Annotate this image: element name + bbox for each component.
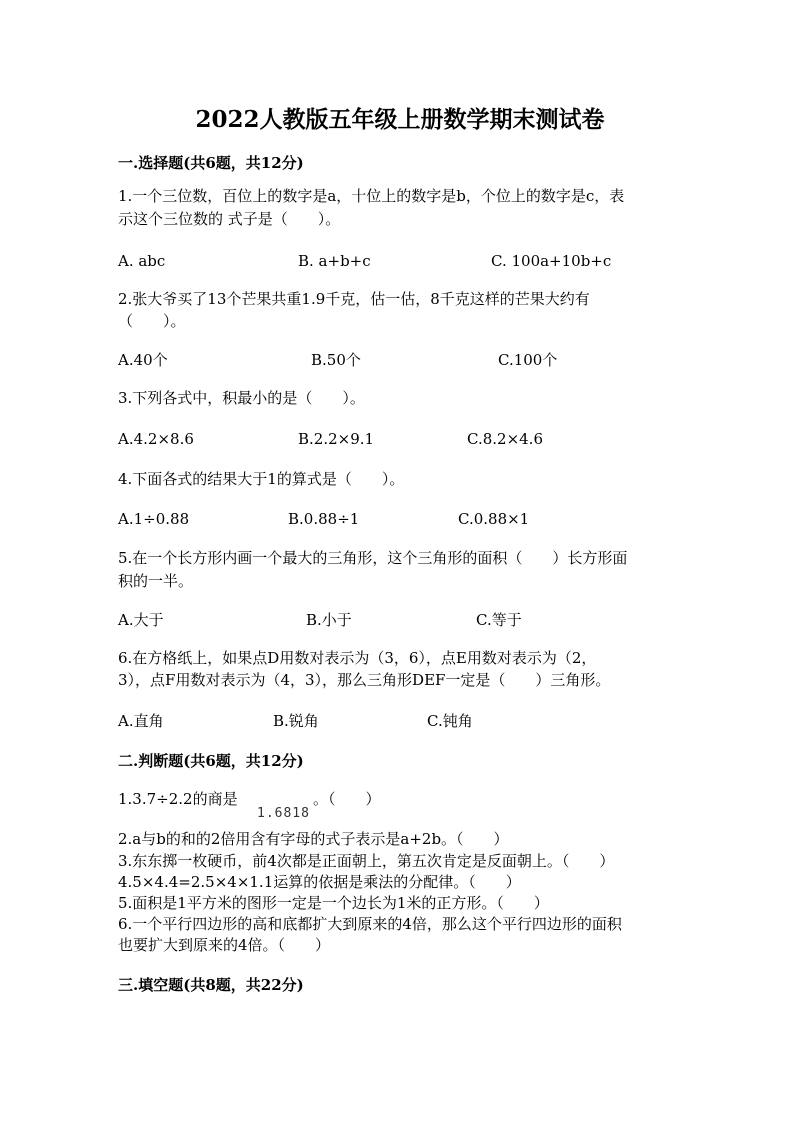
question-2-line-2: （ ）。 bbox=[118, 312, 186, 330]
question-5-line-2: 积的一半。 bbox=[118, 572, 194, 590]
question-2-line-1: 2.张大爷买了13个芒果共重1.9千克，估一估，8千克这样的芒果大约有 bbox=[118, 290, 590, 308]
question-2-option-c: C.100个 bbox=[498, 351, 558, 369]
tf-question-3: 3.东东掷一枚硬币，前4次都是正面朝上，第五次肯定是反面朝上。（ ） bbox=[118, 852, 615, 870]
tf-question-6-line-2: 也要扩大到原来的4倍。（ ） bbox=[118, 936, 331, 954]
tf-question-6-line-1: 6.一个平行四边形的高和底都扩大到原来的4倍，那么这个平行四边形的面积 bbox=[118, 915, 622, 933]
question-1-line-2: 示这个三位数的 式子是（ ）。 bbox=[118, 210, 341, 228]
question-6-option-b: B.锐角 bbox=[273, 712, 319, 730]
question-6-option-c: C.钝角 bbox=[427, 712, 473, 730]
question-1-option-b: B. a+b+c bbox=[298, 252, 371, 270]
question-1-option-c: C. 100a+10b+c bbox=[491, 252, 612, 270]
question-1-option-a: A. abc bbox=[118, 252, 166, 270]
question-5-option-a: A.大于 bbox=[118, 611, 164, 629]
page-title: 2022人教版五年级上册数学期末测试卷 bbox=[195, 106, 605, 133]
question-5-line-1: 5.在一个长方形内画一个最大的三角形，这个三角形的面积（ ）长方形面 bbox=[118, 549, 628, 567]
question-6-option-a: A.直角 bbox=[118, 712, 164, 730]
section-heading-choice: 一.选择题(共6题，共12分) bbox=[118, 154, 304, 172]
question-5-option-c: C.等于 bbox=[476, 611, 522, 629]
section-heading-fill-in: 三.填空题(共8题，共22分) bbox=[118, 976, 304, 994]
question-3-option-b: B.2.2×9.1 bbox=[298, 430, 375, 448]
tf-question-1-start: 1.3.7÷2.2的商是 bbox=[118, 790, 238, 808]
question-6-line-1: 6.在方格纸上，如果点D用数对表示为（3，6），点E用数对表示为（2， bbox=[118, 649, 597, 667]
question-2-option-a: A.40个 bbox=[118, 351, 168, 369]
question-5-option-b: B.小于 bbox=[306, 611, 352, 629]
section-heading-true-false: 二.判断题(共6题，共12分) bbox=[118, 752, 304, 770]
question-4-option-b: B.0.88÷1 bbox=[288, 510, 360, 528]
question-3-option-a: A.4.2×8.6 bbox=[118, 430, 194, 448]
tf-question-1-end: 。（ ） bbox=[313, 790, 381, 808]
tf-question-5: 5.面积是1平方米的图形一定是一个边长为1米的正方形。（ ） bbox=[118, 894, 549, 912]
question-3-option-c: C.8.2×4.6 bbox=[467, 430, 543, 448]
question-2-option-b: B.50个 bbox=[311, 351, 361, 369]
question-4-line-1: 4.下面各式的结果大于1的算式是（ ）。 bbox=[118, 470, 405, 488]
question-1-line-1: 1.一个三位数，百位上的数字是a，十位上的数字是b，个位上的数字是c，表 bbox=[118, 187, 625, 205]
question-4-option-c: C.0.88×1 bbox=[458, 510, 530, 528]
tf-question-4: 4.5×4.4=2.5×4×1.1运算的依据是乘法的分配律。（ ） bbox=[118, 873, 521, 891]
handwritten-answer: 1.6818 bbox=[257, 806, 310, 821]
question-3-line-1: 3.下列各式中，积最小的是（ ）。 bbox=[118, 389, 365, 407]
question-4-option-a: A.1÷0.88 bbox=[118, 510, 190, 528]
question-6-line-2: 3），点F用数对表示为（4，3），那么三角形DEF一定是（ ）三角形。 bbox=[118, 671, 611, 689]
tf-question-2: 2.a与b的和的2倍用含有字母的式子表示是a+2b。（ ） bbox=[118, 830, 509, 848]
